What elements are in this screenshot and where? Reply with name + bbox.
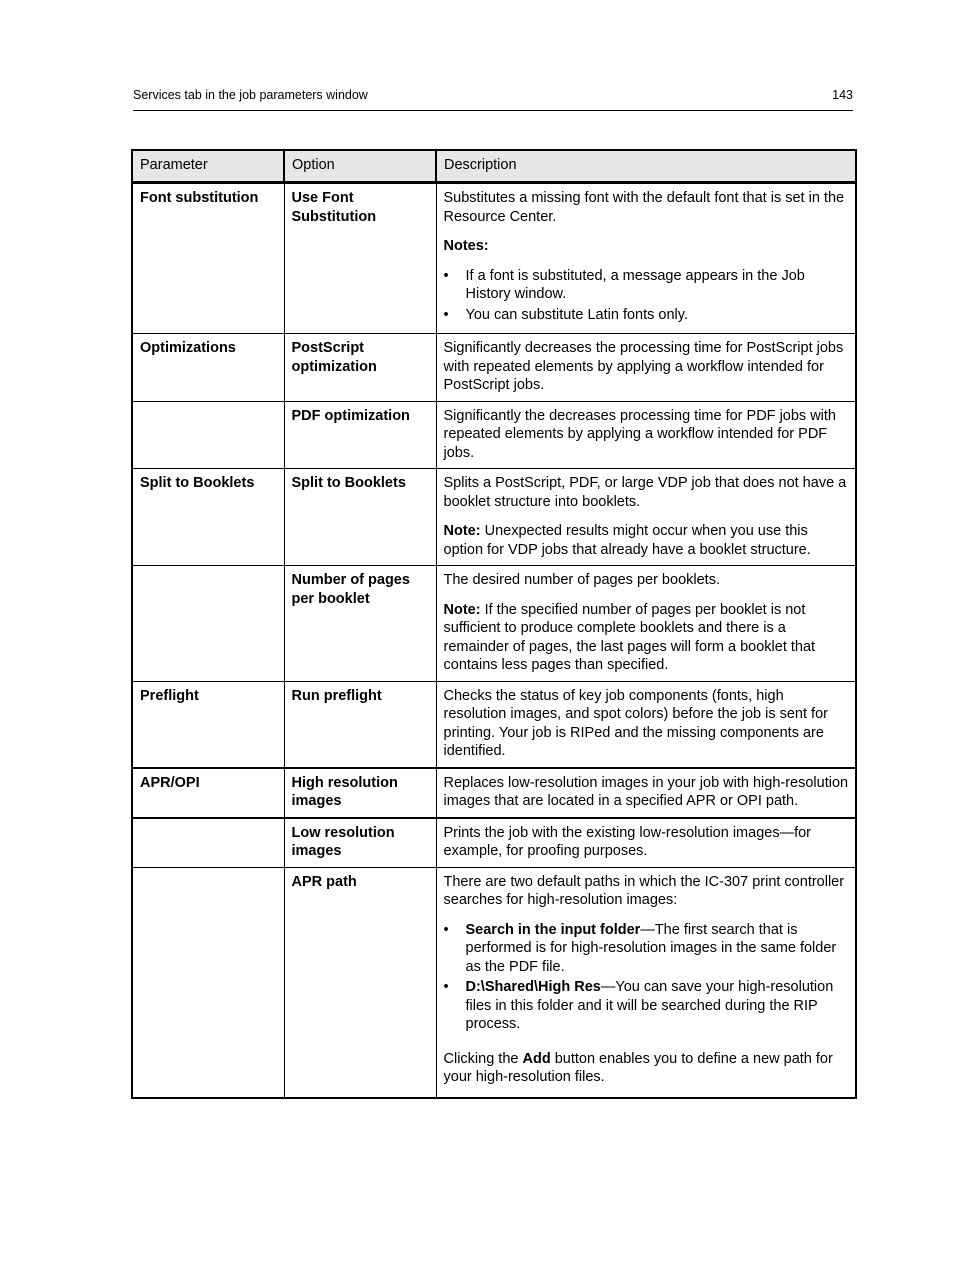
option-cell: APR path bbox=[284, 867, 436, 1098]
description-cell bbox=[436, 566, 856, 682]
parameter-cell bbox=[132, 818, 284, 868]
table-row bbox=[132, 681, 856, 768]
parameters-table bbox=[131, 149, 857, 1099]
description-text: The desired number of pages per booklets. bbox=[443, 572, 720, 588]
description-text: Checks the status of key job components (fonts, high resolution images, and spot colors) before the job is sent for printing. Your job is RIPed and the missing components are identified. bbox=[443, 687, 828, 759]
description-cell bbox=[436, 401, 856, 469]
bullet-icon: • bbox=[443, 921, 449, 938]
column-header-parameter: Parameter bbox=[132, 150, 284, 183]
table-row bbox=[132, 768, 856, 818]
description-cell bbox=[436, 469, 856, 566]
description-text: Significantly the decreases processing time for PDF jobs with repeated elements by applying a workflow intended for PDF jobs. bbox=[443, 407, 836, 461]
option-cell: High resolution images bbox=[284, 768, 436, 818]
closing-paragraph: Clicking the Add button enables you to define a new path for your high-resolution files. bbox=[443, 1050, 833, 1085]
parameter-cell: Optimizations bbox=[132, 334, 284, 402]
description-cell bbox=[436, 334, 856, 402]
parameter-cell bbox=[132, 867, 284, 1098]
list-item: • If a font is substituted, a message appears in the Job History window. bbox=[443, 267, 805, 302]
table-row bbox=[132, 566, 856, 682]
description-cell bbox=[436, 818, 856, 868]
option-cell: Number of pages per booklet bbox=[284, 566, 436, 682]
description-text: Significantly decreases the processing time for PostScript jobs with repeated elements by applying a workflow intended for PostScript jobs. bbox=[443, 340, 844, 393]
description-cell bbox=[436, 768, 856, 818]
parameter-cell bbox=[132, 401, 284, 469]
parameter-cell: Split to Booklets bbox=[132, 469, 284, 566]
column-header-description: Description bbox=[436, 150, 856, 183]
list-item: • D:\Shared\High Res—You can save your high-resolution files in this folder and it will be searched during the RIP process. bbox=[443, 979, 834, 1032]
list-item: • You can substitute Latin fonts only. bbox=[443, 306, 688, 323]
option-cell: PostScript optimization bbox=[284, 334, 436, 402]
page-number: 143 bbox=[832, 88, 853, 102]
column-header-option: Option bbox=[284, 150, 436, 183]
parameter-cell bbox=[132, 566, 284, 682]
paths-list bbox=[444, 921, 850, 1034]
note-label: Note: bbox=[443, 601, 481, 618]
add-button-label: Add bbox=[522, 1050, 551, 1067]
option-cell: Low resolution images bbox=[284, 818, 436, 868]
header-title: Services tab in the job parameters window bbox=[133, 88, 368, 102]
table-row bbox=[132, 183, 856, 334]
option-cell: PDF optimization bbox=[284, 401, 436, 469]
parameter-cell: APR/OPI bbox=[132, 768, 284, 818]
note-paragraph bbox=[444, 522, 850, 559]
parameter-cell: Preflight bbox=[132, 681, 284, 768]
table-header-row bbox=[132, 150, 856, 183]
note-label: Note: bbox=[443, 523, 481, 539]
table-row bbox=[132, 469, 856, 566]
description-text: Substitutes a missing font with the default font that is set in the Resource Center. bbox=[443, 190, 845, 225]
description-text: Replaces low-resolution images in your job with high-resolution images that are located in a specified APR or OPI path. bbox=[443, 774, 849, 809]
note-text: Unexpected results might occur when you use this option for VDP jobs that already have a booklet structure. bbox=[443, 523, 811, 558]
description-cell bbox=[436, 183, 856, 334]
bullet-icon: • bbox=[443, 267, 449, 284]
table-row bbox=[132, 334, 856, 402]
description-text: Prints the job with the existing low-resolution images—for example, for proofing purposes. bbox=[443, 824, 811, 859]
description-text: There are two default paths in which the IC-307 print controller searches for high-resolution images: bbox=[443, 873, 845, 908]
option-cell: Split to Booklets bbox=[284, 469, 436, 566]
note-paragraph bbox=[444, 601, 850, 675]
bullet-icon: • bbox=[443, 979, 449, 995]
table-row bbox=[132, 818, 856, 868]
notes-label: Notes: bbox=[443, 238, 489, 254]
notes-list bbox=[444, 267, 850, 325]
description-text: Splits a PostScript, PDF, or large VDP job that does not have a booklet structure into booklets. bbox=[443, 475, 847, 510]
table-row bbox=[132, 401, 856, 469]
page-header bbox=[133, 88, 853, 111]
table-row bbox=[132, 867, 856, 1098]
note-text: If the specified number of pages per booklet is not sufficient to produce complete booklets and there is a remainder of pages, the last pages will form a booklet that contains less pages than specified. bbox=[443, 601, 816, 673]
description-cell bbox=[436, 867, 856, 1098]
description-cell bbox=[436, 681, 856, 768]
list-item: • Search in the input folder—The first search that is performed is for high-resolution images in the same folder as the PDF file. bbox=[443, 921, 837, 975]
option-cell: Use Font Substitution bbox=[284, 183, 436, 334]
option-cell: Run preflight bbox=[284, 681, 436, 768]
bullet-icon: • bbox=[443, 306, 449, 323]
parameter-cell: Font substitution bbox=[132, 183, 284, 334]
